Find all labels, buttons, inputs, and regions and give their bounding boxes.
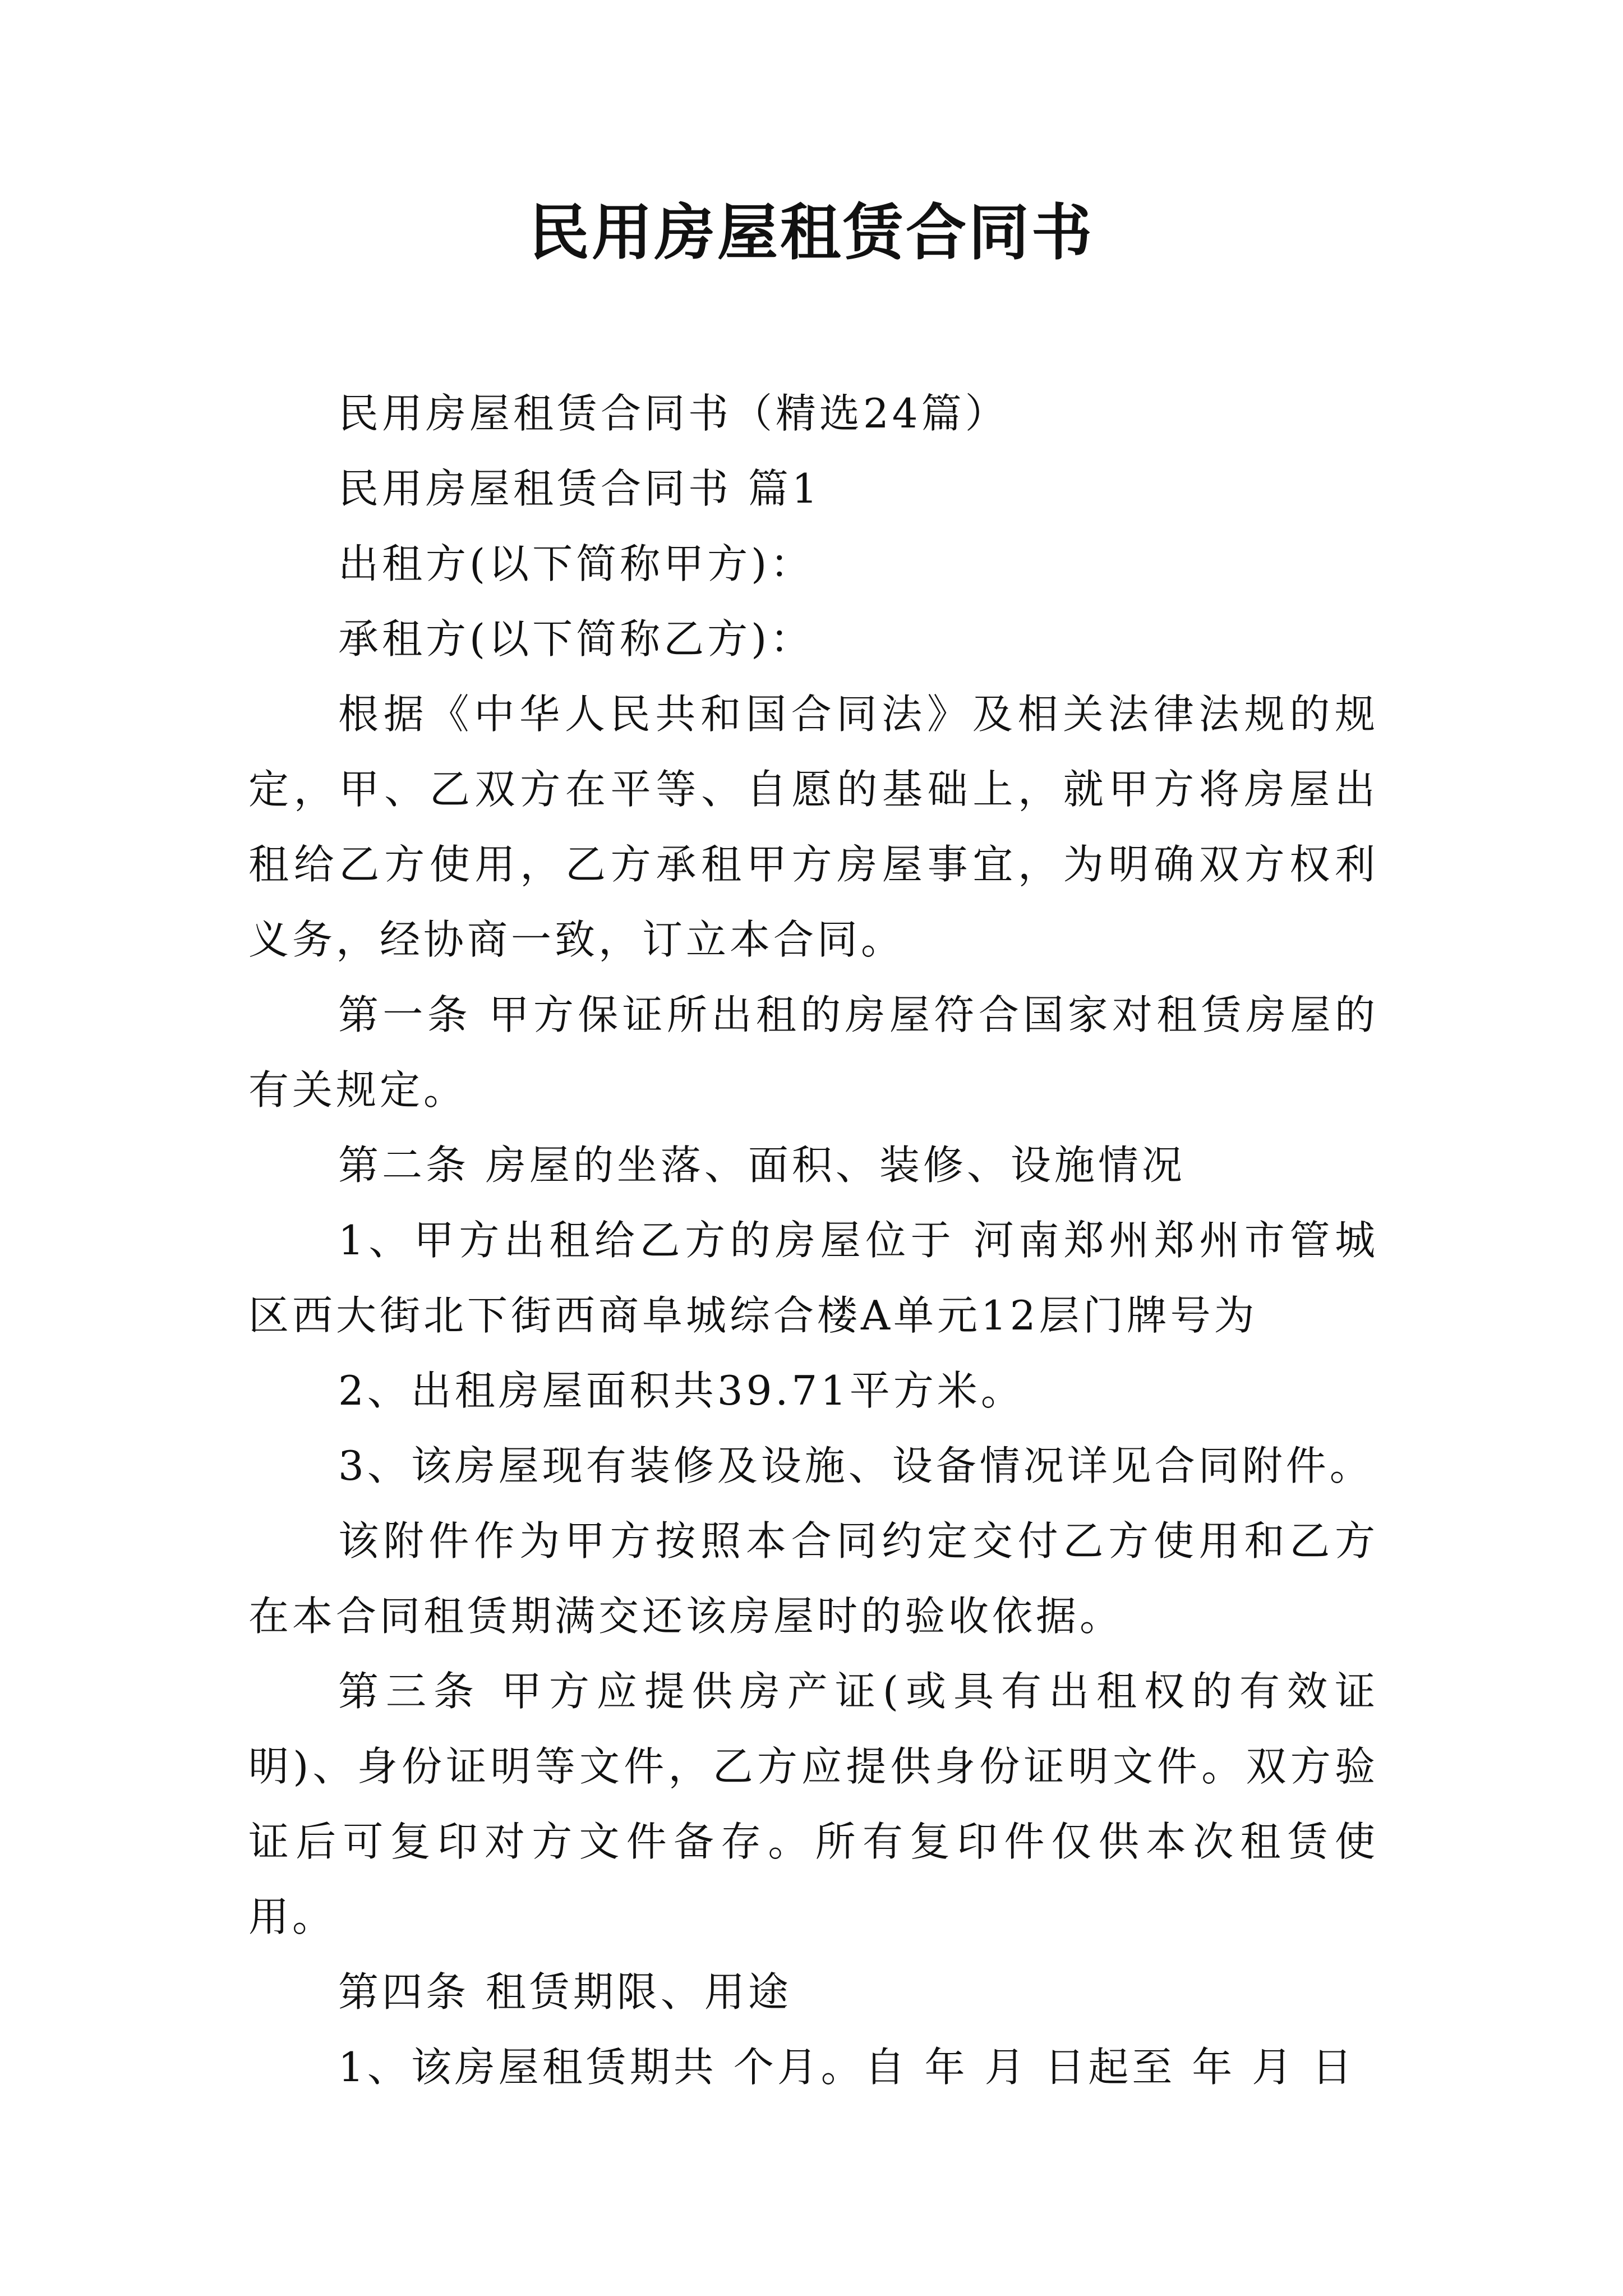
paragraph-article-2-item-2: 2、出租房屋面积共39.71平方米。 bbox=[338, 1367, 1025, 1414]
paragraph-section-heading: 民用房屋租赁合同书 篇1 bbox=[338, 465, 821, 512]
paragraph-article-1: 第一条 甲方保证所出租的房屋符合国家对租赁房屋的有关规定。 bbox=[248, 991, 1378, 1114]
paragraph-article-3: 第三条 甲方应提供房产证(或具有出租权的有效证明)、身份证明等文件，乙方应提供身份证明文件。双方验证后可复印对方文件备存。所有复印件仅供本次租赁使用。 bbox=[248, 1668, 1378, 1940]
document-body bbox=[248, 376, 1378, 2105]
paragraph-subtitle: 民用房屋租赁合同书（精选24篇） bbox=[338, 390, 1009, 437]
paragraph-article-2: 第二条 房屋的坐落、面积、装修、设施情况 bbox=[338, 1142, 1186, 1189]
paragraph-article-2-item-1: 1、甲方出租给乙方的房屋位于 河南郑州郑州市管城区西大街北下街西商阜城综合楼A单元12层门牌号为 bbox=[248, 1217, 1378, 1339]
paragraph-lessor: 出租方(以下简称甲方)： bbox=[338, 540, 814, 587]
paragraph-article-2-item-3: 3、该房屋现有装修及设施、设备情况详见合同附件。 bbox=[338, 1442, 1373, 1489]
document-title: 民用房屋租赁合同书 bbox=[528, 197, 1094, 268]
paragraph-article-4: 第四条 租赁期限、用途 bbox=[338, 1968, 792, 2016]
paragraph-lessee: 承租方(以下简称乙方)： bbox=[338, 615, 814, 662]
paragraph-article-4-item-1: 1、该房屋租赁期共 个月。自 年 月 日起至 年 月 日 bbox=[338, 2044, 1356, 2091]
paragraph-preamble: 根据《中华人民共和国合同法》及相关法律法规的规定，甲、乙双方在平等、自愿的基础上，就甲方将房屋出租给乙方使用，乙方承租甲方房屋事宜，为明确双方权利义务，经协商一致，订立本合同。 bbox=[248, 691, 1378, 963]
paragraph-attachment-note: 该附件作为甲方按照本合同约定交付乙方使用和乙方在本合同租赁期满交还该房屋时的验收依据。 bbox=[248, 1517, 1378, 1640]
